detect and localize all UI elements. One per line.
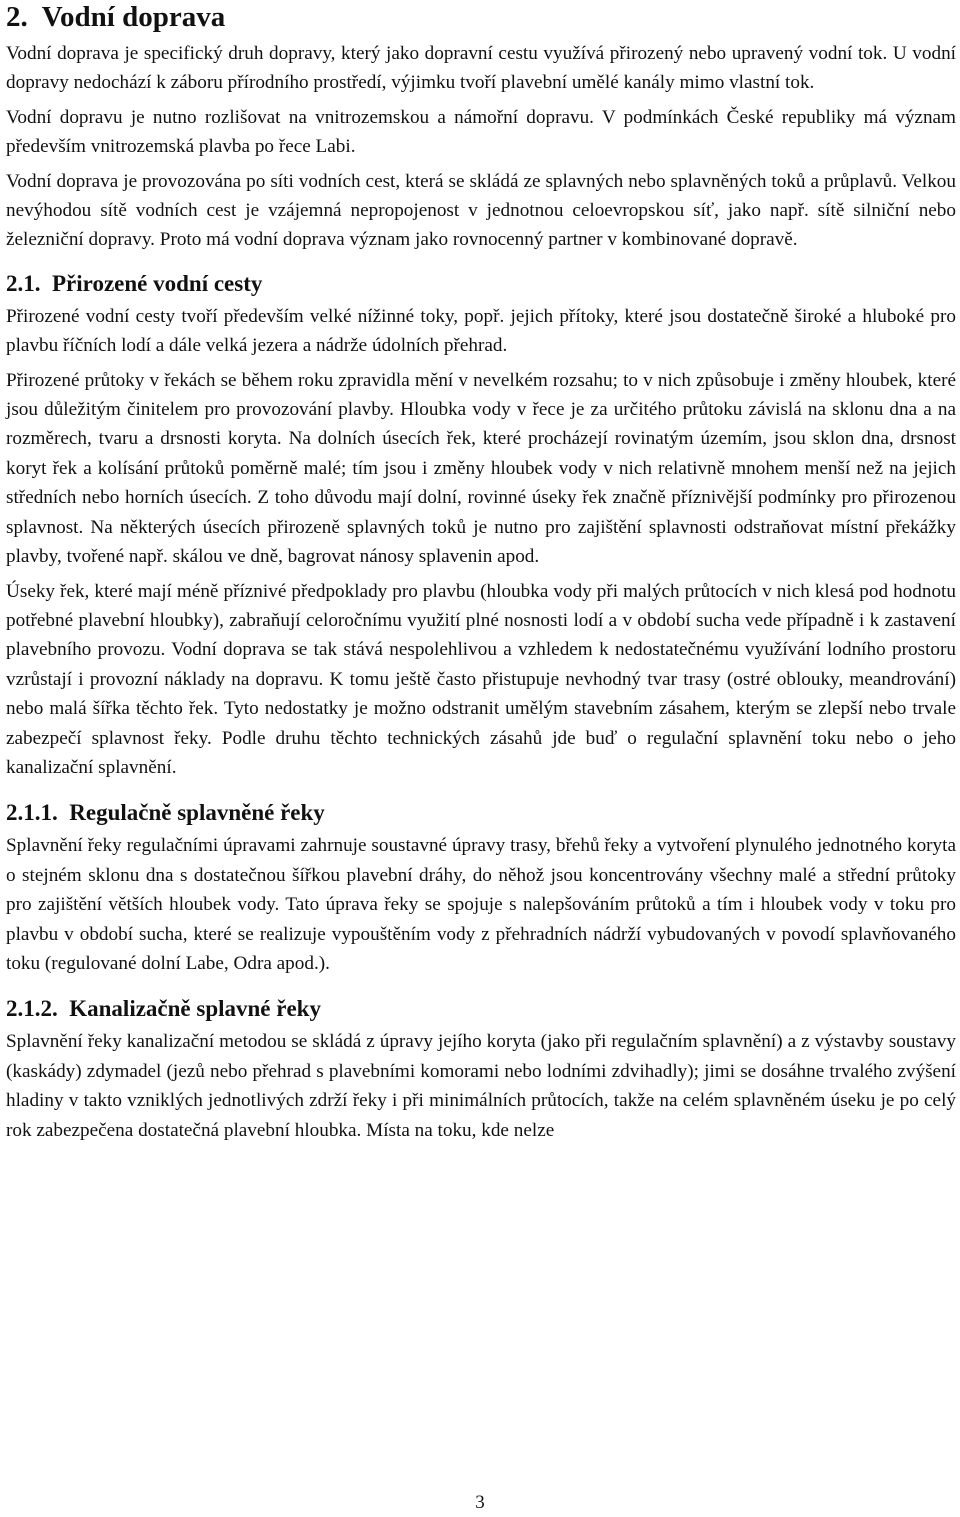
subsubsection-heading: [6, 798, 956, 828]
subsubsection-number: 2.1.1.: [6, 800, 58, 826]
paragraph: Přirozené průtoky v řekách se během roku zpravidla mění v nevelkém rozsahu; to v nich způsobuje i změny hloubek, které jsou důležitým činitelem pro provozování plavby. Hloubka vody v řece je za určitého průtoku závislá na sklonu dna a na rozměrech, tvaru a drsnosti koryta. Na dolních úsecích řek, které procházejí rovinatým územím, jsou sklon dna, drsnost koryt řek a kolísání průtoků poměrně malé; tím jsou i změny hloubek vody v nich relativně mnohem menší než na jejich středních nebo horních úsecích. Z toho důvodu mají dolní, rovinné úseky řek značně příznivější podmínky pro přirozenou splavnost. Na některých úsecích přirozeně splavných toků je nutno pro zajištění splavnosti odstraňovat místní překážky plavby, tvořené např. skálou ve dně, bagrovat nánosy splavenin apod.: [6, 369, 956, 568]
subsubsection-title: Kanalizačně splavné řeky: [69, 996, 321, 1022]
paragraph: Vodní doprava je provozována po síti vodních cest, která se skládá ze splavných nebo splavněných toků a průplavů. Velkou nevýhodou sítě vodních cest je vzájemná nepropojenost v jednotnou celoevropskou síť, jako např. sítě silniční nebo železniční dopravy. Proto má vodní doprava význam jako rovnocenný partner v kombinované dopravě.: [6, 170, 956, 251]
subsection-number: 2.1.: [6, 270, 41, 296]
paragraph: Splavnění řeky regulačními úpravami zahrnuje soustavné úpravy trasy, břehů řeky a vytvoření plynulého jednotného koryta o stejném sklonu dna s dostatečnou šířkou plavební dráhy, do něhož jsou koncentrovány všechny malé a střední průtoky pro zajištění větších hloubek vody. Tato úprava řeky se spojuje s nalepšováním průtoků a tím i hloubek vody v toku pro plavbu v období sucha, které se realizuje vypouštěním vody z přehradních nádrží vybudovaných v povodí splavňovaného toku (regulované dolní Labe, Odra apod.).: [6, 835, 956, 974]
section-number: 2.: [6, 1, 28, 33]
subsubsection-heading: [6, 994, 956, 1024]
document-page: [6, 0, 956, 1145]
paragraph: Splavnění řeky kanalizační metodou se skládá z úpravy jejího koryta (jako při regulačním splavnění) a z výstavby soustavy (kaskády) zdymadel (jezů nebo přehrad s plavebními komorami nebo lodními zdvihadly); jimi se dosáhne trvalého zvýšení hladiny v takto vzniklých jednotlivých zdrží řeky i při minimálních průtocích, takže na celém splavněném úseku je po celý rok zabezpečena dostatečná plavební hloubka. Místa na toku, kde nelze: [6, 1031, 956, 1141]
paragraph: Přirozené vodní cesty tvoří především velké nížinné toky, popř. jejich přítoky, které jsou dostatečně široké a hluboké pro plavbu říčních lodí a dále velká jezera a nádrže údolních přehrad.: [6, 305, 956, 357]
subsubsection-number: 2.1.2.: [6, 996, 58, 1022]
section-title: Vodní doprava: [41, 1, 226, 33]
section-heading: [6, 0, 956, 36]
subsubsection-title: Regulačně splavněné řeky: [69, 800, 325, 826]
subsection-heading: [6, 269, 956, 299]
paragraph: Úseky řek, které mají méně příznivé předpoklady pro plavbu (hloubka vody při malých průtocích v nich klesá pod hodnotu potřebné plavební hloubky), zabraňují celoročnímu využití plné nosnosti lodí a v období sucha vede případně i k zastavení plavebního provozu. Vodní doprava se tak stává nespolehlivou a vzhledem k nedostatečnému využívání lodního prostoru vzrůstají i provozní náklady na dopravu. K tomu ještě často přistupuje nevhodný tvar trasy (ostré oblouky, meandrování) nebo malá šířka těchto řek. Tyto nedostatky je možno odstranit umělým stavebním zásahem, kterým se zlepší nebo trvale zabezpečí splavnost řeky. Podle druhu těchto technických zásahů jde buď o regulační splavnění toku nebo o jeho kanalizační splavnění.: [6, 580, 956, 778]
subsection-title: Přirozené vodní cesty: [52, 270, 263, 296]
page-number: 3: [475, 1492, 485, 1513]
paragraph: Vodní dopravu je nutno rozlišovat na vnitrozemskou a námořní dopravu. V podmínkách České republiky má význam především vnitrozemská plavba po řece Labi.: [6, 106, 956, 158]
paragraph: Vodní doprava je specifický druh dopravy, který jako dopravní cestu využívá přirozený nebo upravený vodní tok. U vodní dopravy nedochází k záboru přírodního prostředí, výjimku tvoří plavební umělé kanály mimo vlastní tok.: [6, 43, 956, 94]
